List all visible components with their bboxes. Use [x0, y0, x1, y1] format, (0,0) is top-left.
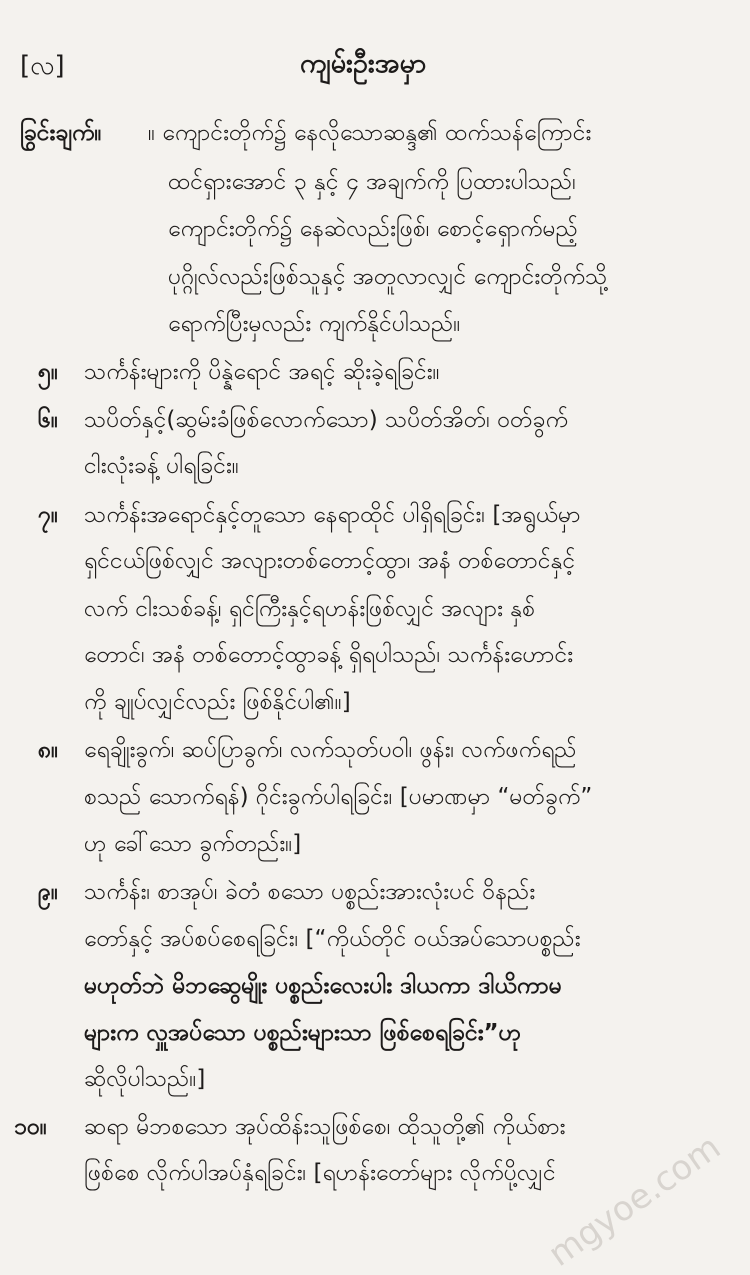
entry-line: သင်္ကန်းအရောင်နှင့်တူသော နေရာထိုင် ပါရှိရခြင်း၊ [အရွယ်မှာ — [84, 502, 581, 528]
entry-line: ဆရာ မိဘစသော အုပ်ထိန်းသူဖြစ်စေ၊ ထိုသူတို့၏ ကိုယ်စား — [84, 1114, 566, 1140]
entry-line: ဖြစ်စေ လိုက်ပါအပ်နှံရခြင်း၊ [ရဟန်းတော်များ လိုက်ပို့လျှင် — [84, 1160, 556, 1186]
entry-line: ဆိုလိုပါသည်။] — [84, 1066, 206, 1092]
entry-line: သပိတ်နှင့်(ဆွမ်းခံဖြစ်လောက်သော) သပိတ်အိတ်၊ ဝတ်ခွက် — [84, 407, 568, 433]
entry-line: ထင်ရှားအောင် ၃ နှင့် ၄ အချက်ကို ပြထားပါသည်၊ — [168, 169, 576, 195]
entry-line: ကျောင်းတိုက်၌ နေဆဲလည်းဖြစ်၊ စောင့်ရှောက်မည့် — [168, 216, 578, 242]
entry-line: သင်္ကန်း၊ စာအုပ်၊ ခဲတံ စသော ပစ္စည်းအားလုံးပင် ဝိနည်း — [84, 879, 536, 905]
page-title: ကျမ်းဦးအမှာ — [300, 48, 427, 79]
entry-line: ။ ကျောင်းတိုက်၌ နေလိုသောဆန္ဒ၏ ထက်သန်ကြောင်း — [148, 120, 592, 146]
entry-label-exception: ခြွင်းချက်။ — [20, 120, 102, 146]
entry-line: စသည် သောက်ရန်) ဂိုင်းခွက်ပါရခြင်း၊ [ပမာဏမှာ “မတ်ခွက်” — [84, 784, 593, 810]
entry-line: တော်နှင့် အပ်စပ်စေရခြင်း၊ [“ကိုယ်တိုင် ဝယ်အပ်သောပစ္စည်း — [84, 926, 581, 952]
entry-label-8: ၈။ — [38, 737, 59, 763]
entry-line: ကို ချုပ်လျှင်လည်း ဖြစ်နိုင်ပါ၏။] — [84, 689, 351, 715]
entry-label-9: ၉။ — [38, 879, 58, 905]
entry-line: ရေချိုးခွက်၊ ဆပ်ပြာခွက်၊ လက်သုတ်ပဝါ၊ ဖွန်း၊ လက်ဖက်ရည် — [84, 737, 577, 763]
entry-line: မဟုတ်ဘဲ မိဘဆွေမျိုး ပစ္စည်းလေးပါး ဒါယကာ ဒါယိကာမ — [84, 973, 562, 999]
entry-line: ငါးလုံးခန့် ပါရခြင်း။ — [84, 453, 239, 479]
entry-line: ရောက်ပြီးမှလည်း ကျက်နိုင်ပါသည်။ — [168, 311, 461, 337]
entry-line: ပုဂ္ဂိုလ်လည်းဖြစ်သူနှင့် အတူလာလျှင် ကျောင်းတိုက်သို့ — [168, 264, 608, 290]
entry-line: ရှင်ငယ်ဖြစ်လျှင် အလျားတစ်တောင့်ထွာ၊ အနံ တစ်တောင်နှင့် — [84, 548, 576, 574]
watermark: mgyoe.com — [541, 1127, 728, 1275]
entry-label-7: ၇။ — [38, 502, 58, 528]
entry-label-5: ၅။ — [38, 359, 58, 385]
entry-line: လက် ငါးသစ်ခန့်၊ ရှင်ကြီးနှင့်ရဟန်းဖြစ်လျှင် အလျား နှစ် — [84, 596, 536, 622]
entry-line: ဟု ခေါ်သော ခွက်တည်း။] — [84, 831, 302, 857]
entry-line: များက လှူအပ်သော ပစ္စည်းများသာ ဖြစ်စေရခြင်း”ဟု — [84, 1020, 522, 1046]
entry-label-6: ၆။ — [38, 407, 58, 433]
page-number: [လ] — [20, 51, 65, 81]
entry-line: သင်္ကန်းများကို ပိန္နဲရောင် အရင့် ဆိုးခဲ့ရခြင်း။ — [84, 359, 440, 385]
entry-line: တောင်၊ အနံ တစ်တောင့်ထွာခန့် ရှိရပါသည်၊ သင်္ကန်းဟောင်း — [84, 642, 574, 668]
entry-label-10: ၁၀။ — [14, 1114, 47, 1140]
